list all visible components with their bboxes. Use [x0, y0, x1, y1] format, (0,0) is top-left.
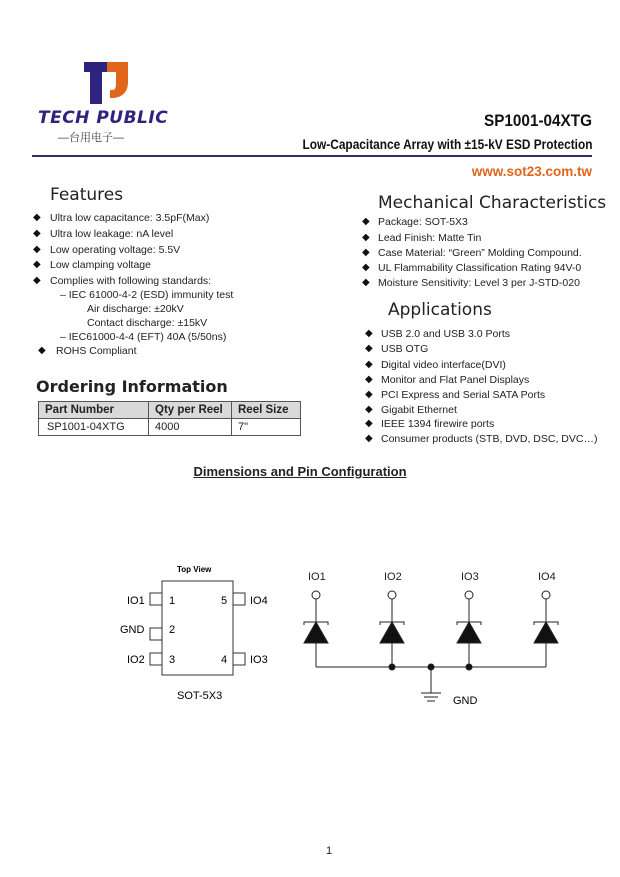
package-outline — [150, 581, 245, 675]
top-view-label: Top View — [177, 565, 212, 574]
tvs-diode-icon — [380, 622, 404, 643]
diamond-bullet-icon: ◆ — [33, 275, 41, 286]
feature-subitem: – IEC61000-4-4 (EFT) 40A (5/50ns) — [60, 331, 227, 343]
feature-item: ROHS Compliant — [56, 345, 137, 357]
pin-number: 2 — [169, 624, 176, 636]
diamond-bullet-icon: ◆ — [362, 216, 370, 227]
page-number: 1 — [326, 845, 333, 857]
table-cell: SP1001-04XTG — [39, 419, 149, 436]
column-header: Qty per Reel — [149, 402, 232, 419]
feature-item: Ultra low leakage: nA level — [50, 228, 174, 240]
pin-number: 5 — [221, 595, 228, 607]
package-name: SOT-5X3 — [177, 690, 223, 702]
diamond-bullet-icon: ◆ — [362, 232, 370, 243]
ordering-heading: Ordering Information — [36, 377, 228, 396]
pin-label: GND — [120, 624, 145, 636]
table-cell: 4000 — [149, 419, 232, 436]
mechanical-item: UL Flammability Classification Rating 94V-0 — [378, 262, 582, 274]
application-item: Digital video interface(DVI) — [381, 359, 506, 371]
pin-label: IO3 — [250, 654, 268, 666]
diamond-bullet-icon: ◆ — [33, 212, 41, 223]
feature-item: Ultra low capacitance: 3.5pF(Max) — [50, 212, 210, 224]
mechanical-item: Moisture Sensitivity: Level 3 per J-STD-020 — [378, 277, 580, 289]
diamond-bullet-icon: ◆ — [38, 345, 46, 356]
feature-item: Low operating voltage: 5.5V — [50, 244, 181, 256]
io-label: IO3 — [461, 571, 479, 583]
junction-dot — [466, 664, 472, 670]
logo-subtext: —台用电子— — [58, 132, 124, 144]
tvs-diode-icon — [457, 622, 481, 643]
esd-schematic — [304, 571, 558, 701]
diamond-bullet-icon: ◆ — [365, 404, 373, 415]
diamond-bullet-icon: ◆ — [33, 259, 41, 270]
tvs-diode-icon — [534, 622, 558, 643]
application-item: IEEE 1394 firewire ports — [381, 418, 495, 430]
diamond-bullet-icon: ◆ — [365, 328, 373, 339]
application-item: Gigabit Ethernet — [381, 404, 457, 416]
application-item: Consumer products (STB, DVD, DSC, DVC…) — [381, 433, 598, 445]
diamond-bullet-icon: ◆ — [362, 247, 370, 258]
io-terminal-icon — [465, 591, 473, 599]
io-terminal-icon — [312, 591, 320, 599]
diamond-bullet-icon: ◆ — [362, 277, 370, 288]
ground-label: GND — [453, 695, 478, 707]
part-number: SP1001-04XTG — [483, 111, 592, 130]
feature-item: Low clamping voltage — [50, 259, 151, 271]
column-header: Part Number — [39, 402, 149, 419]
document-subtitle: Low-Capacitance Array with ±15-kV ESD Protection — [302, 137, 592, 152]
diamond-bullet-icon: ◆ — [33, 228, 41, 239]
pin-label: IO4 — [250, 595, 268, 607]
application-item: PCI Express and Serial SATA Ports — [381, 389, 546, 401]
io-label: IO1 — [308, 571, 326, 583]
feature-subitem: Contact discharge: ±15kV — [87, 317, 208, 329]
mechanical-heading: Mechanical Characteristics — [378, 193, 607, 213]
feature-subitem: Air discharge: ±20kV — [87, 303, 184, 315]
dimensions-heading: Dimensions and Pin Configuration — [193, 464, 407, 479]
pin-number: 3 — [169, 654, 176, 666]
io-label: IO2 — [384, 571, 402, 583]
diamond-bullet-icon: ◆ — [365, 433, 373, 444]
table-cell: 7" — [232, 419, 301, 436]
io-terminal-icon — [542, 591, 550, 599]
mechanical-item: Lead Finish: Matte Tin — [378, 232, 482, 244]
diamond-bullet-icon: ◆ — [365, 374, 373, 385]
applications-heading: Applications — [388, 300, 492, 320]
pin-number: 4 — [221, 654, 228, 666]
diamond-bullet-icon: ◆ — [362, 262, 370, 273]
pin-label: IO1 — [127, 595, 145, 607]
tvs-diode-icon — [304, 622, 328, 643]
diamond-bullet-icon: ◆ — [365, 359, 373, 370]
mechanical-item: Case Material: “Green” Molding Compound. — [378, 247, 582, 259]
pin-label: IO2 — [127, 654, 145, 666]
website-link[interactable]: www.sot23.com.tw — [471, 164, 592, 179]
diamond-bullet-icon: ◆ — [365, 418, 373, 429]
column-header: Reel Size — [232, 402, 301, 419]
application-item: USB 2.0 and USB 3.0 Ports — [381, 328, 510, 340]
io-terminal-icon — [388, 591, 396, 599]
logo-text: TECH PUBLIC — [38, 108, 169, 128]
diamond-bullet-icon: ◆ — [33, 244, 41, 255]
io-label: IO4 — [538, 571, 556, 583]
application-item: Monitor and Flat Panel Displays — [381, 374, 530, 386]
diamond-bullet-icon: ◆ — [365, 343, 373, 354]
mechanical-item: Package: SOT-5X3 — [378, 216, 468, 228]
diamond-bullet-icon: ◆ — [365, 389, 373, 400]
features-heading: Features — [50, 185, 124, 205]
feature-subitem: – IEC 61000-4-2 (ESD) immunity test — [60, 289, 234, 301]
application-item: USB OTG — [381, 343, 429, 355]
junction-dot — [389, 664, 395, 670]
feature-item: Complies with following standards: — [50, 275, 212, 287]
pin-number: 1 — [169, 595, 176, 607]
